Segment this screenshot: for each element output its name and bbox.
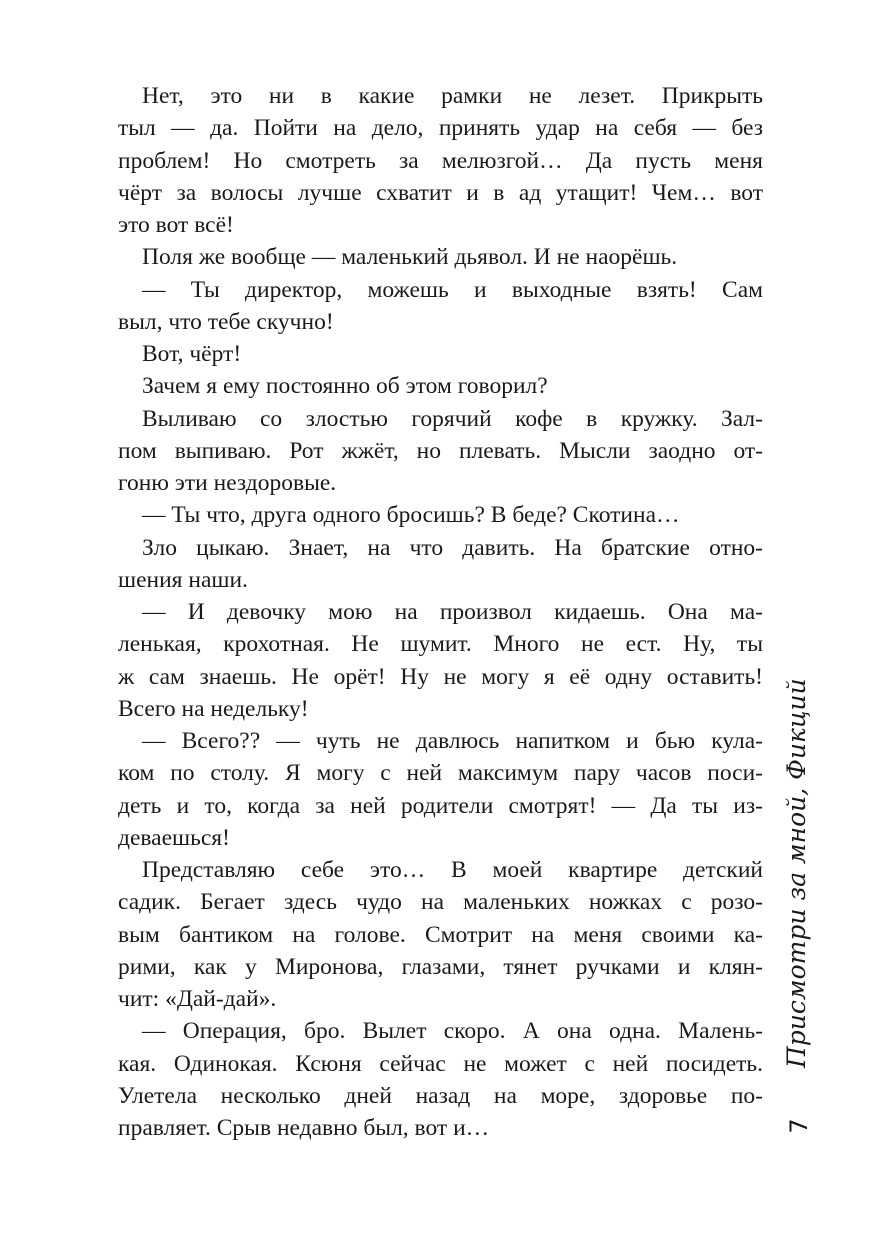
page-number: 7 — [785, 1118, 813, 1134]
text-line: Нет, это ни в какие рамки не лезет. Прикрыть — [142, 83, 763, 109]
running-header: Присмотри за мной, Фикций — [782, 678, 811, 1068]
text-line: — Всего?? — чуть не давлюсь напитком и бью кула- — [142, 728, 763, 754]
paragraph — [118, 854, 763, 1015]
text-line: выл, что тебе скучно! — [118, 308, 334, 335]
text-line: Выливаю со злостью горячий кофе в кружку. Зал- — [142, 405, 763, 432]
text-line: рими, как у Миронова, глазами, тянет ручками и клян- — [118, 953, 763, 980]
text-line: правляет. Срыв недавно был, вот и… — [118, 1115, 490, 1141]
paragraph — [118, 1015, 763, 1144]
text-line: гоню эти нездоровые. — [118, 470, 337, 496]
text-line: кая. Одинокая. Ксюня сейчас не может с ней посидеть. — [118, 1050, 763, 1077]
text-line: тыл — да. Пойти на дело, принять удар на себя — без — [118, 115, 763, 142]
text-line: чит: «Дай-дай». — [118, 986, 277, 1012]
text-line: Вот, чёрт! — [142, 341, 242, 367]
text-line: садик. Бегает здесь чудо на маленьких ножках с розо- — [118, 889, 763, 916]
text-line: — Операция, бро. Вылет скоро. А она одна. Малень- — [142, 1018, 763, 1045]
text-line: деть и то, когда за ней родители смотрят! — Да ты из- — [118, 792, 763, 819]
paragraph — [118, 596, 763, 725]
paragraph — [118, 370, 763, 402]
text-line: проблем! Но смотреть за мелюзгой… Да пусть меня — [118, 147, 763, 174]
text-line: — Ты директор, можешь и выходные взять! Сам — [142, 276, 763, 303]
text-line: шения наши. — [118, 566, 248, 593]
text-line: — И девочку мою на произвол кидаешь. Она ма- — [142, 599, 763, 625]
text-line: ж сам знаешь. Не орёт! Ну не могу я её одну оставить! — [118, 663, 763, 690]
text-line: Представляю себе это… В моей квартире детский — [142, 857, 763, 883]
text-line: Всего на недельку! — [118, 695, 309, 722]
paragraph — [118, 241, 763, 273]
paragraph — [118, 403, 763, 500]
paragraph — [118, 80, 763, 241]
text-line: ком по столу. Я могу с ней максимум пару часов поси- — [118, 760, 763, 787]
paragraph — [118, 274, 763, 339]
text-line: Улетела несколько дней назад на море, здоровье по- — [118, 1082, 763, 1109]
text-line: Зло цыкаю. Знает, на что давить. На братские отно- — [142, 534, 763, 561]
paragraph — [118, 499, 763, 531]
text-line: — Ты что, друга одного бросишь? В беде? Скотина… — [142, 502, 680, 529]
body-text — [118, 80, 763, 1144]
text-line: Зачем я ему постоянно об этом говорил? — [142, 373, 548, 400]
text-line: это вот всё! — [118, 212, 234, 238]
text-line: вым бантиком на голове. Смотрит на меня своими ка- — [118, 921, 763, 948]
text-line: чёрт за волосы лучше схватит и в ад утащит! Чем… вот — [118, 179, 763, 206]
text-line: ленькая, крохотная. Не шумит. Много не ест. Ну, ты — [118, 631, 763, 658]
text-line: пом выпиваю. Рот жжёт, но плевать. Мысли заодно от- — [118, 437, 763, 464]
text-line: деваешься! — [118, 824, 230, 851]
paragraph — [118, 725, 763, 854]
paragraph — [118, 532, 763, 597]
paragraph — [118, 338, 763, 370]
text-line: Поля же вообще — маленький дьявол. И не наорёшь. — [142, 244, 678, 271]
